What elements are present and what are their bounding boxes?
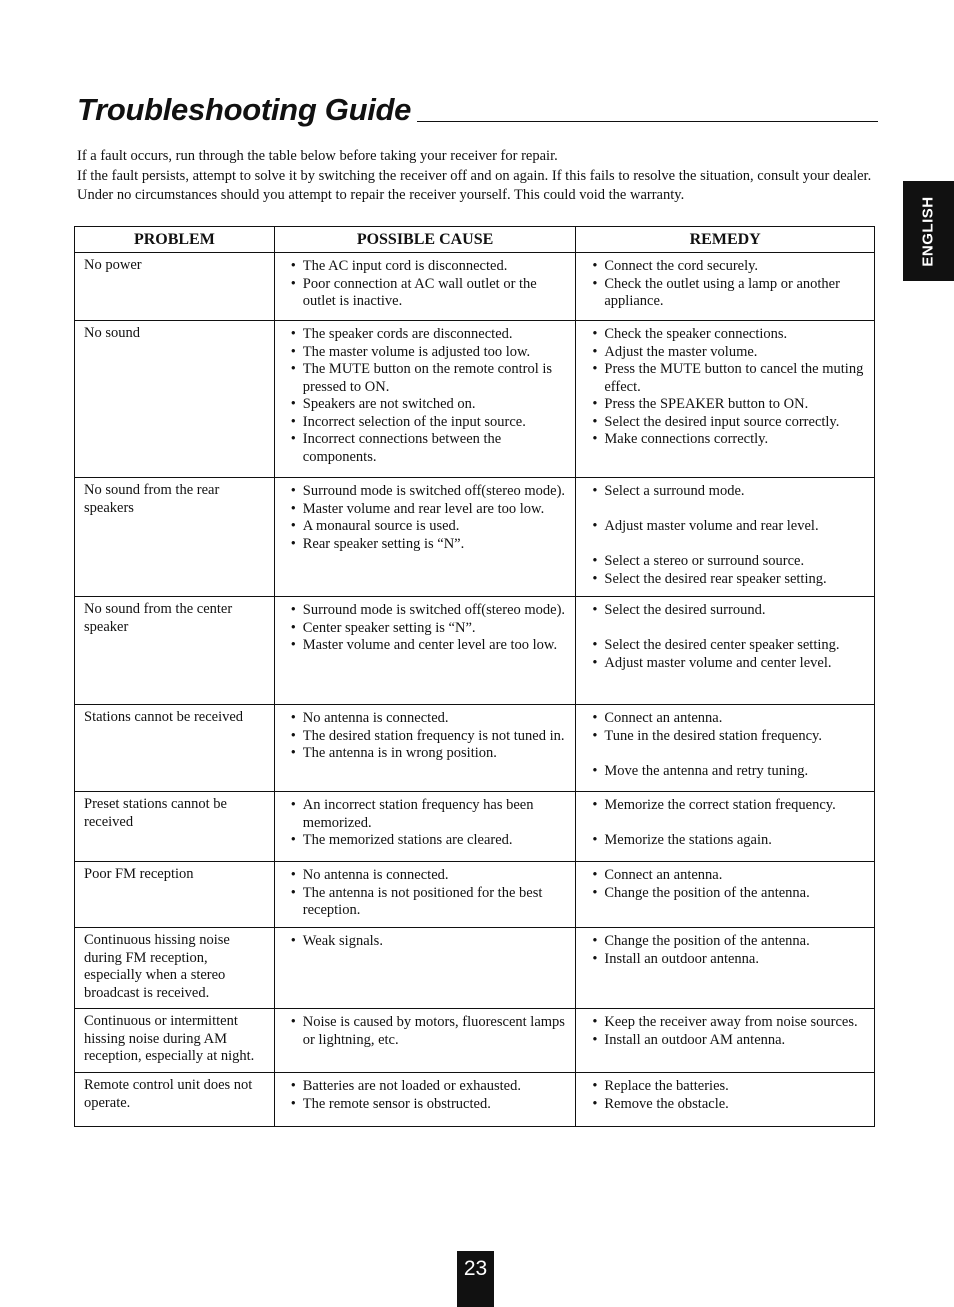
cause-item: • Center speaker setting is “N”. [291,620,568,638]
remedy-cell [576,1073,875,1127]
cause-item: • Master volume and center level are too low. [291,637,568,655]
cause-list [291,933,568,951]
table-row [75,792,875,862]
language-tab-label: ENGLISH [920,195,937,267]
cause-item: • The antenna is in wrong position. [291,745,568,763]
cause-item: • The antenna is not positioned for the best reception. [291,885,568,920]
cause-item: • The speaker cords are disconnected. [291,326,568,344]
remedy-cell [576,862,875,928]
remedy-cell [576,705,875,792]
cause-item: • The master volume is adjusted too low. [291,344,568,362]
cause-item: • Poor connection at AC wall outlet or the outlet is inactive. [291,276,568,311]
header-remedy: REMEDY [576,227,875,253]
table-row [75,597,875,705]
cause-item: • The remote sensor is obstructed. [291,1096,568,1114]
cause-cell [274,1073,576,1127]
remedy-item: • Keep the receiver away from noise sources. [592,1014,866,1032]
cause-list [291,1014,568,1049]
cause-list [291,602,568,655]
intro-text [77,147,877,206]
remedy-item: • Install an outdoor AM antenna. [592,1032,866,1050]
cause-cell [274,792,576,862]
remedy-list [592,258,866,311]
problem-cell: Remote control unit does not operate. [75,1073,275,1127]
cause-list [291,258,568,311]
remedy-item: • Select the desired surround. [592,602,866,620]
cause-item: • Batteries are not loaded or exhausted. [291,1078,568,1096]
cause-item: • No antenna is connected. [291,867,568,885]
remedy-list [592,797,866,850]
cause-item: • Master volume and rear level are too low. [291,501,568,519]
remedy-cell [576,928,875,1009]
remedy-list [592,710,866,780]
cause-cell [274,705,576,792]
remedy-cell [576,478,875,597]
cause-item: • Weak signals. [291,933,568,951]
cause-item: • Incorrect connections between the components. [291,431,568,466]
table-row [75,321,875,478]
remedy-item: • Connect an antenna. [592,710,866,728]
cause-list [291,483,568,553]
remedy-list [592,867,866,902]
cause-cell [274,478,576,597]
table-row [75,478,875,597]
cause-item: • No antenna is connected. [291,710,568,728]
language-tab [903,181,954,281]
remedy-list [592,1014,866,1049]
remedy-cell [576,321,875,478]
cause-item: • The MUTE button on the remote control is pressed to ON. [291,361,568,396]
cause-item: • Surround mode is switched off(stereo mode). [291,483,568,501]
problem-cell: No sound from the center speaker [75,597,275,705]
problem-cell: No power [75,253,275,321]
cause-item: • The desired station frequency is not tuned in. [291,728,568,746]
remedy-list [592,1078,866,1113]
remedy-item: • Press the SPEAKER button to ON. [592,396,866,414]
intro-paragraph-1: If a fault occurs, run through the table below before taking your receiver for repair. [77,148,558,164]
cause-cell [274,928,576,1009]
cause-list [291,797,568,850]
title-row [77,92,878,128]
remedy-item: • Connect an antenna. [592,867,866,885]
remedy-list [592,602,866,672]
table-row [75,928,875,1009]
cause-item: • Speakers are not switched on. [291,396,568,414]
remedy-list [592,483,866,588]
cause-item: • The memorized stations are cleared. [291,832,568,850]
remedy-item: • Memorize the stations again. [592,832,866,850]
cause-list [291,326,568,466]
cause-item: • Incorrect selection of the input source. [291,414,568,432]
title-rule [417,121,878,122]
remedy-item: • Adjust master volume and center level. [592,655,866,673]
intro-paragraph-2: If the fault persists, attempt to solve it by switching the receiver off and on again. If this fails to resolve the situation, consult your dealer. Under no circumstances should you attempt to repair the receiver yourself. This could void the warranty. [77,167,872,203]
cause-list [291,710,568,763]
remedy-list [592,326,866,449]
problem-cell: Continuous or intermittent hissing noise during AM reception, especially at night. [75,1009,275,1073]
remedy-item: • Press the MUTE button to cancel the muting effect. [592,361,866,396]
table-body [75,253,875,1127]
cause-cell [274,1009,576,1073]
remedy-item: • Memorize the correct station frequency. [592,797,866,815]
cause-item: • An incorrect station frequency has been memorized. [291,797,568,832]
cause-cell [274,862,576,928]
remedy-item: • Remove the obstacle. [592,1096,866,1114]
table-row [75,1009,875,1073]
remedy-item: • Adjust master volume and rear level. [592,518,866,536]
problem-cell: Continuous hissing noise during FM reception, especially when a stereo broadcast is received. [75,928,275,1009]
cause-list [291,867,568,920]
remedy-item: • Change the position of the antenna. [592,933,866,951]
cause-item: • Rear speaker setting is “N”. [291,536,568,554]
remedy-list [592,933,866,968]
cause-cell [274,253,576,321]
troubleshooting-table [74,226,875,1127]
table-row [75,1073,875,1127]
remedy-item: • Select a stereo or surround source. [592,553,866,571]
remedy-item: • Move the antenna and retry tuning. [592,763,866,781]
problem-cell: Stations cannot be received [75,705,275,792]
table-header-row [75,227,875,253]
remedy-item: • Connect the cord securely. [592,258,866,276]
cause-cell [274,597,576,705]
remedy-item: • Check the speaker connections. [592,326,866,344]
remedy-item: • Select a surround mode. [592,483,866,501]
remedy-item: • Tune in the desired station frequency. [592,728,866,746]
remedy-cell [576,597,875,705]
remedy-cell [576,253,875,321]
remedy-item: • Adjust the master volume. [592,344,866,362]
table-row [75,253,875,321]
cause-item: • Noise is caused by motors, fluorescent lamps or lightning, etc. [291,1014,568,1049]
problem-cell: Preset stations cannot be received [75,792,275,862]
cause-item: • A monaural source is used. [291,518,568,536]
remedy-item: • Select the desired rear speaker setting. [592,571,866,589]
remedy-item: • Replace the batteries. [592,1078,866,1096]
remedy-cell [576,792,875,862]
remedy-item: • Change the position of the antenna. [592,885,866,903]
remedy-item: • Select the desired input source correctly. [592,414,866,432]
table-row [75,705,875,792]
problem-cell: No sound [75,321,275,478]
cause-cell [274,321,576,478]
page-title: Troubleshooting Guide [77,92,412,127]
cause-item: • Surround mode is switched off(stereo mode). [291,602,568,620]
remedy-cell [576,1009,875,1073]
table-row [75,862,875,928]
cause-item: • The AC input cord is disconnected. [291,258,568,276]
header-possible-cause: POSSIBLE CAUSE [274,227,576,253]
remedy-item: • Install an outdoor antenna. [592,951,866,969]
page-number: 23 [457,1251,494,1307]
remedy-item: • Select the desired center speaker setting. [592,637,866,655]
remedy-item: • Check the outlet using a lamp or another appliance. [592,276,866,311]
problem-cell: Poor FM reception [75,862,275,928]
header-problem: PROBLEM [75,227,275,253]
remedy-item: • Make connections correctly. [592,431,866,449]
problem-cell: No sound from the rear speakers [75,478,275,597]
cause-list [291,1078,568,1113]
